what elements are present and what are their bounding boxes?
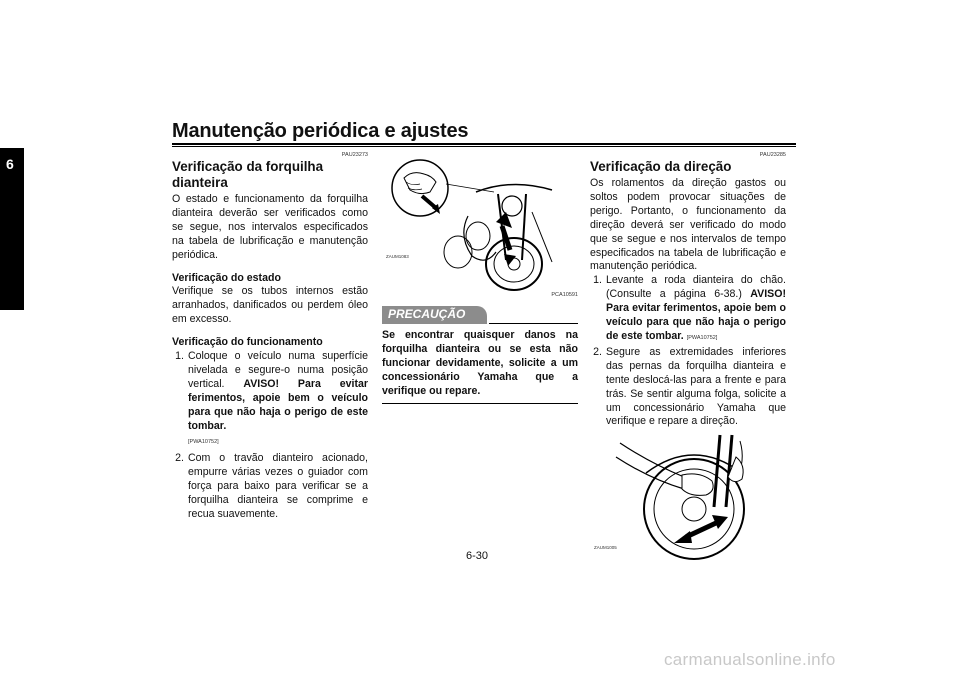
fork-figure [382, 152, 578, 292]
warning-code: [PWA10752] [188, 438, 219, 445]
page-number: 6-30 [466, 550, 489, 562]
step-number: 1. [175, 350, 184, 363]
chapter-tab [0, 148, 24, 310]
title-rule-thin [172, 146, 796, 147]
condition-text: Verifique se os tubos internos estão arranhados, danificados ou perdem óleo em excesso. [172, 285, 368, 326]
column-figure-caution [382, 152, 578, 404]
watermark: carmanualsonline.info [664, 650, 836, 669]
step-text: Segure as extremidades inferiores das pernas da forquilha dianteira e tente deslocá-las para a frente e para trás. Se sentir alguma folga, solicite a um concessionário Yamaha que verifique e repare a direção. [606, 345, 786, 428]
list-item [590, 274, 786, 346]
section-intro: Os rolamentos da direção gastos ou soltos podem provocar situações de perigo. Portanto, o funcionamento da direção deverá ser verificado do modo que se segue e nos intervalos de tempo especificados na tabela de lubrificação e manutenção periódica. [590, 177, 786, 273]
step-number: 1. [593, 274, 602, 287]
steering-steps [590, 274, 786, 429]
list-item [172, 350, 368, 449]
section-heading: Verificação da direção [590, 159, 732, 174]
step-text: Coloque o veículo numa superfície nivelada e segure-o numa posição vertical. [188, 350, 368, 390]
warning-code: [PWA10752] [686, 334, 718, 341]
list-item [590, 346, 786, 429]
list-item [172, 452, 368, 522]
warning-text: AVISO! Para evitar ferimentos, apoie bem o veículo para que não haja o perigo de este tombar. [188, 377, 368, 432]
figure-code: ZAUM1005 [594, 545, 617, 551]
column-fork-check [172, 152, 368, 522]
subheading-operation: Verificação do funcionamento [172, 336, 323, 349]
column-steering-check [590, 152, 786, 563]
section-intro: O estado e funcionamento da forquilha dianteira deverão ser verificados como se segue, nos intervalos especificados na tabela de lubrificação e manutenção periódica. [172, 193, 368, 261]
section-heading: Verificação da forquilha dianteira [172, 159, 324, 190]
page-title: Manutenção periódica e ajustes [172, 120, 469, 142]
section-code: PAU23285 [759, 152, 786, 158]
step-text: Levante a roda dianteira do chão. (Consulte a página 6-38.) [606, 274, 786, 301]
caution-bottom-rule [382, 403, 578, 404]
title-rule [172, 143, 796, 145]
chapter-number: 6 [6, 156, 14, 172]
caution-text: Se encontrar quaisquer danos na forquilha dianteira ou se esta não funcionar devidamente, solicite a um concessionário Yamaha que a verifique ou repare. [382, 329, 578, 397]
figure-code: ZAUM1083 [386, 254, 409, 260]
steering-check-illustration [590, 433, 786, 563]
step-number: 2. [593, 345, 602, 358]
subheading-condition: Verificação do estado [172, 271, 281, 284]
caution-rule [489, 323, 578, 324]
operation-steps [172, 350, 368, 522]
motorcycle-fork-illustration [382, 152, 578, 292]
step-text: Com o travão dianteiro acionado, empurre várias vezes o guiador com força para baixo para verificar se a forquilha dianteira se comprime e recua suavemente. [188, 452, 368, 521]
caution-code: PCA10591 [551, 292, 578, 298]
caution-header [382, 305, 578, 325]
section-code: PAU23273 [341, 152, 368, 158]
warning-text: AVISO! Para evitar ferimentos, apoie bem o veículo para que não haja o perigo de este tombar. [606, 288, 786, 342]
caution-label: PRECAUÇÃO [382, 306, 487, 324]
step-number: 2. [175, 452, 184, 465]
steering-figure [590, 433, 786, 563]
